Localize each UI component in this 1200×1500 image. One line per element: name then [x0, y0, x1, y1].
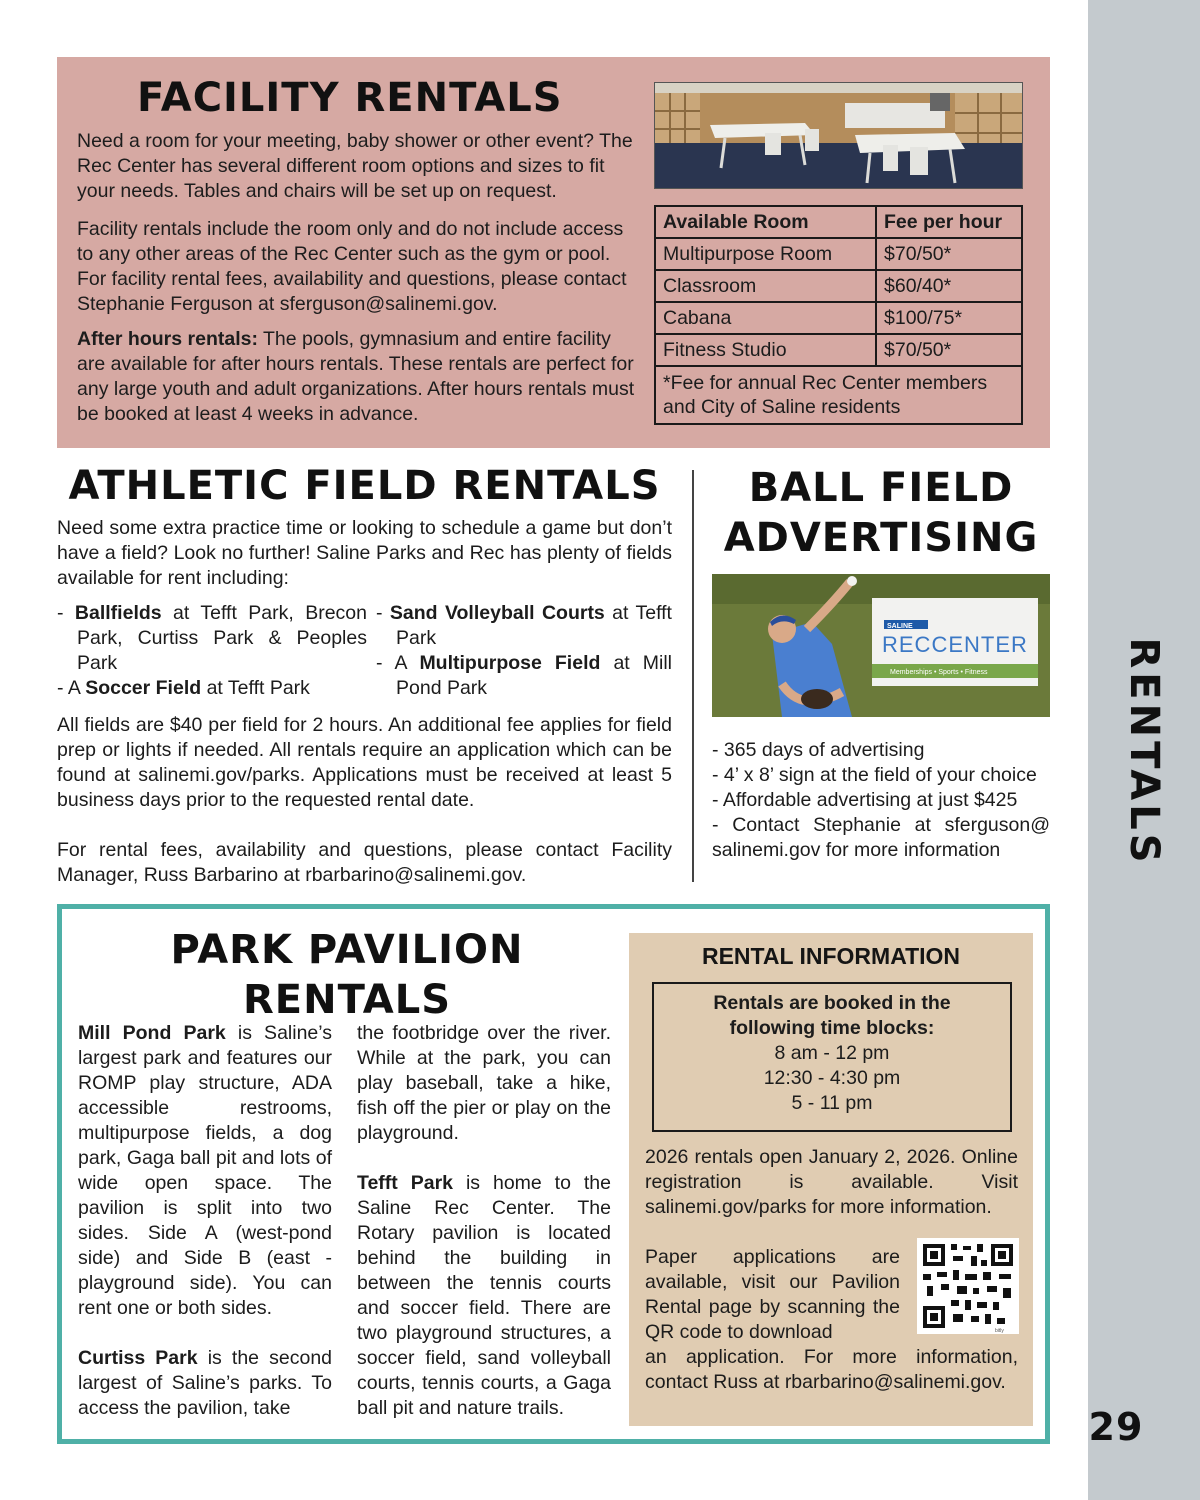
list-prefix: - [376, 602, 390, 624]
athletic-intro-text: Need some extra practice time or looking to schedule a game but don’t have a field? Look no further! Saline Parks and Rec has plenty of fields available for rent including: [57, 517, 672, 589]
facility-rentals-title: FACILITY RENTALS [137, 75, 563, 121]
field-name: Ballfields [74, 602, 162, 624]
rental-info-title: RENTAL INFORMATION [701, 943, 961, 969]
facility-intro-text: Need a room for your meeting, baby shower or other event? The Rec Center has several different room options and sizes to fit your needs. Tables and chairs will be set up on request. [77, 130, 633, 202]
pavilion-title [152, 925, 542, 1025]
park-pavilion-section [57, 904, 1050, 1444]
list-prefix: - A [57, 677, 86, 699]
title-line-1: BALL FIELD [748, 465, 1014, 511]
park-description: is home to the Saline Rec Center. The Rotary pavilion is located behind the building in between the tennis courts and soccer field. There are two playground structures, a soccer field, sand volleyball courts, tennis courts, a Gaga ball pit and nature trails. [357, 1172, 611, 1419]
after-hours-label: After hours rentals: [77, 328, 258, 350]
sign-small-text: SALINE [887, 623, 913, 630]
room-name: Fitness Studio [655, 334, 876, 366]
title-line-2: ADVERTISING [723, 515, 1039, 561]
pavilion-column-2 [357, 1021, 611, 1421]
field-list-left [57, 601, 367, 701]
table-row [655, 238, 1022, 270]
table-row [655, 302, 1022, 334]
time-block: 12:30 - 4:30 pm [763, 1067, 901, 1089]
ball-field-advertising-title [712, 463, 1050, 563]
page-number: 29 [1088, 1405, 1144, 1449]
section-label-text: RENTALS [1121, 637, 1167, 867]
time-block: 5 - 11 pm [791, 1092, 873, 1114]
pavilion-column-1 [78, 1021, 332, 1421]
after-hours-text [77, 327, 637, 427]
curtiss-text [78, 1346, 332, 1421]
table-note-row [655, 366, 1022, 424]
list-prefix: - A [376, 652, 420, 674]
room-name: Cabana [655, 302, 876, 334]
room-name: Multipurpose Room [655, 238, 876, 270]
time-block: 8 am - 12 pm [774, 1042, 890, 1064]
contact-text: an application. For more information, contact Russ at rbarbarino@salinemi.gov. [645, 1346, 1018, 1393]
park-description: is Saline’s largest park and features our ROMP play structure, ADA accessible restrooms, multipurpose fields, a dog park, Gaga ball pit and lots of wide open space. The pavilion is split into two sides. Side A (west-pond side) and Side B (east - playground side). You can rent one or both sides. [78, 1022, 332, 1319]
paper-applications-text: Paper applications are available, visit our Pavilion Rental page by scanning the QR code to download [645, 1246, 900, 1343]
title-line-1: PARK PAVILION [170, 927, 524, 973]
qr-caption: bitly [995, 1328, 1004, 1334]
list-item [57, 601, 367, 676]
curtiss-continued-text: the footbridge over the river. While at the park, you can play baseball, take a hike, fish off the pier or play on the playground. [357, 1022, 611, 1144]
facility-details-text: Facility rentals include the room only and do not include access to any other areas of the Rec Center such as the gym or pool. For facility rental fees, availability and questions, please contact Stephanie Ferguson at sferguson@salinemi.gov. [77, 218, 627, 315]
list-item: - Contact Stephanie at sferguson@ salinemi.gov for more information [712, 814, 1050, 861]
athletic-contact-text: For rental fees, availability and questions, please contact Facility Manager, Russ Barbarino at rbarbarino@salinemi.gov. [57, 839, 672, 886]
title-line-2: RENTALS [242, 977, 452, 1023]
sign-main-text: RECCENTER [882, 632, 1028, 657]
table-header-fee: Fee per hour [876, 206, 1022, 238]
time-blocks-heading: Rentals are booked in the following time blocks: [713, 992, 951, 1039]
time-blocks-box [652, 982, 1012, 1132]
room-fee: $100/75* [876, 302, 1022, 334]
room-name: Classroom [655, 270, 876, 302]
list-item [376, 601, 672, 651]
table-header-room: Available Room [655, 206, 876, 238]
section-label [1088, 637, 1200, 867]
field-location: at Tefft Park [396, 602, 672, 649]
facility-rentals-section [57, 57, 1050, 448]
field-name: Sand Volleyball Courts [389, 602, 605, 624]
meeting-room-photo [654, 82, 1023, 189]
ballplayer-photo [712, 574, 1050, 717]
registration-text: 2026 rentals open January 2, 2026. Online registration is available. Visit salinemi.gov/parks for more information. [645, 1146, 1018, 1218]
column-divider [692, 470, 694, 882]
field-location: at Tefft Park, Brecon Park, Curtiss Park & Peoples Park [77, 602, 367, 674]
room-fee: $70/50* [876, 238, 1022, 270]
park-name: Mill Pond Park [78, 1022, 226, 1044]
room-fee-table [654, 205, 1023, 425]
field-location: at Tefft Park [201, 677, 310, 699]
athletic-field-title: ATHLETIC FIELD RENTALS [68, 463, 661, 509]
table-row [655, 270, 1022, 302]
room-fee: $60/40* [876, 270, 1022, 302]
field-location: at Mill Pond Park [396, 652, 672, 699]
list-prefix: - [57, 602, 75, 624]
table-header-row [655, 206, 1022, 238]
list-item [57, 676, 367, 701]
field-name: Multipurpose Field [419, 652, 601, 674]
list-item: - 4’ x 8’ sign at the field of your choice [712, 764, 1037, 786]
fee-note: *Fee for annual Rec Center members and City of Saline residents [655, 366, 1022, 424]
athletic-fees-text: All fields are $40 per field for 2 hours. An additional fee applies for field prep or lights if needed. All rentals require an application which can be found at salinemi.gov/parks. Applications must be received at least 5 business days prior to the requested rental date. [57, 714, 672, 811]
park-description: is the second largest of Saline’s parks. To access the pavilion, take [78, 1347, 333, 1419]
tefft-text [357, 1171, 611, 1421]
after-hours-body: The pools, gymnasium and entire facility are available for after hours rentals. These rentals are perfect for any large youth and adult organizations. After hours rentals must be booked at least 4 weeks in advance. [77, 328, 635, 425]
list-item [376, 651, 672, 701]
qr-code[interactable] [917, 1238, 1019, 1334]
park-name: Curtiss Park [78, 1347, 198, 1369]
mill-pond-text [78, 1021, 332, 1321]
field-name: Soccer Field [85, 677, 202, 699]
park-name: Tefft Park [357, 1172, 454, 1194]
advertising-details-list [712, 738, 1050, 863]
list-item: - 365 days of advertising [712, 739, 925, 761]
table-row [655, 334, 1022, 366]
room-fee: $70/50* [876, 334, 1022, 366]
list-item: - Affordable advertising at just $425 [712, 789, 1018, 811]
sign-tagline: Memberships • Sports • Fitness [890, 669, 988, 676]
field-list-right [376, 601, 672, 701]
rental-information-box [629, 933, 1033, 1426]
